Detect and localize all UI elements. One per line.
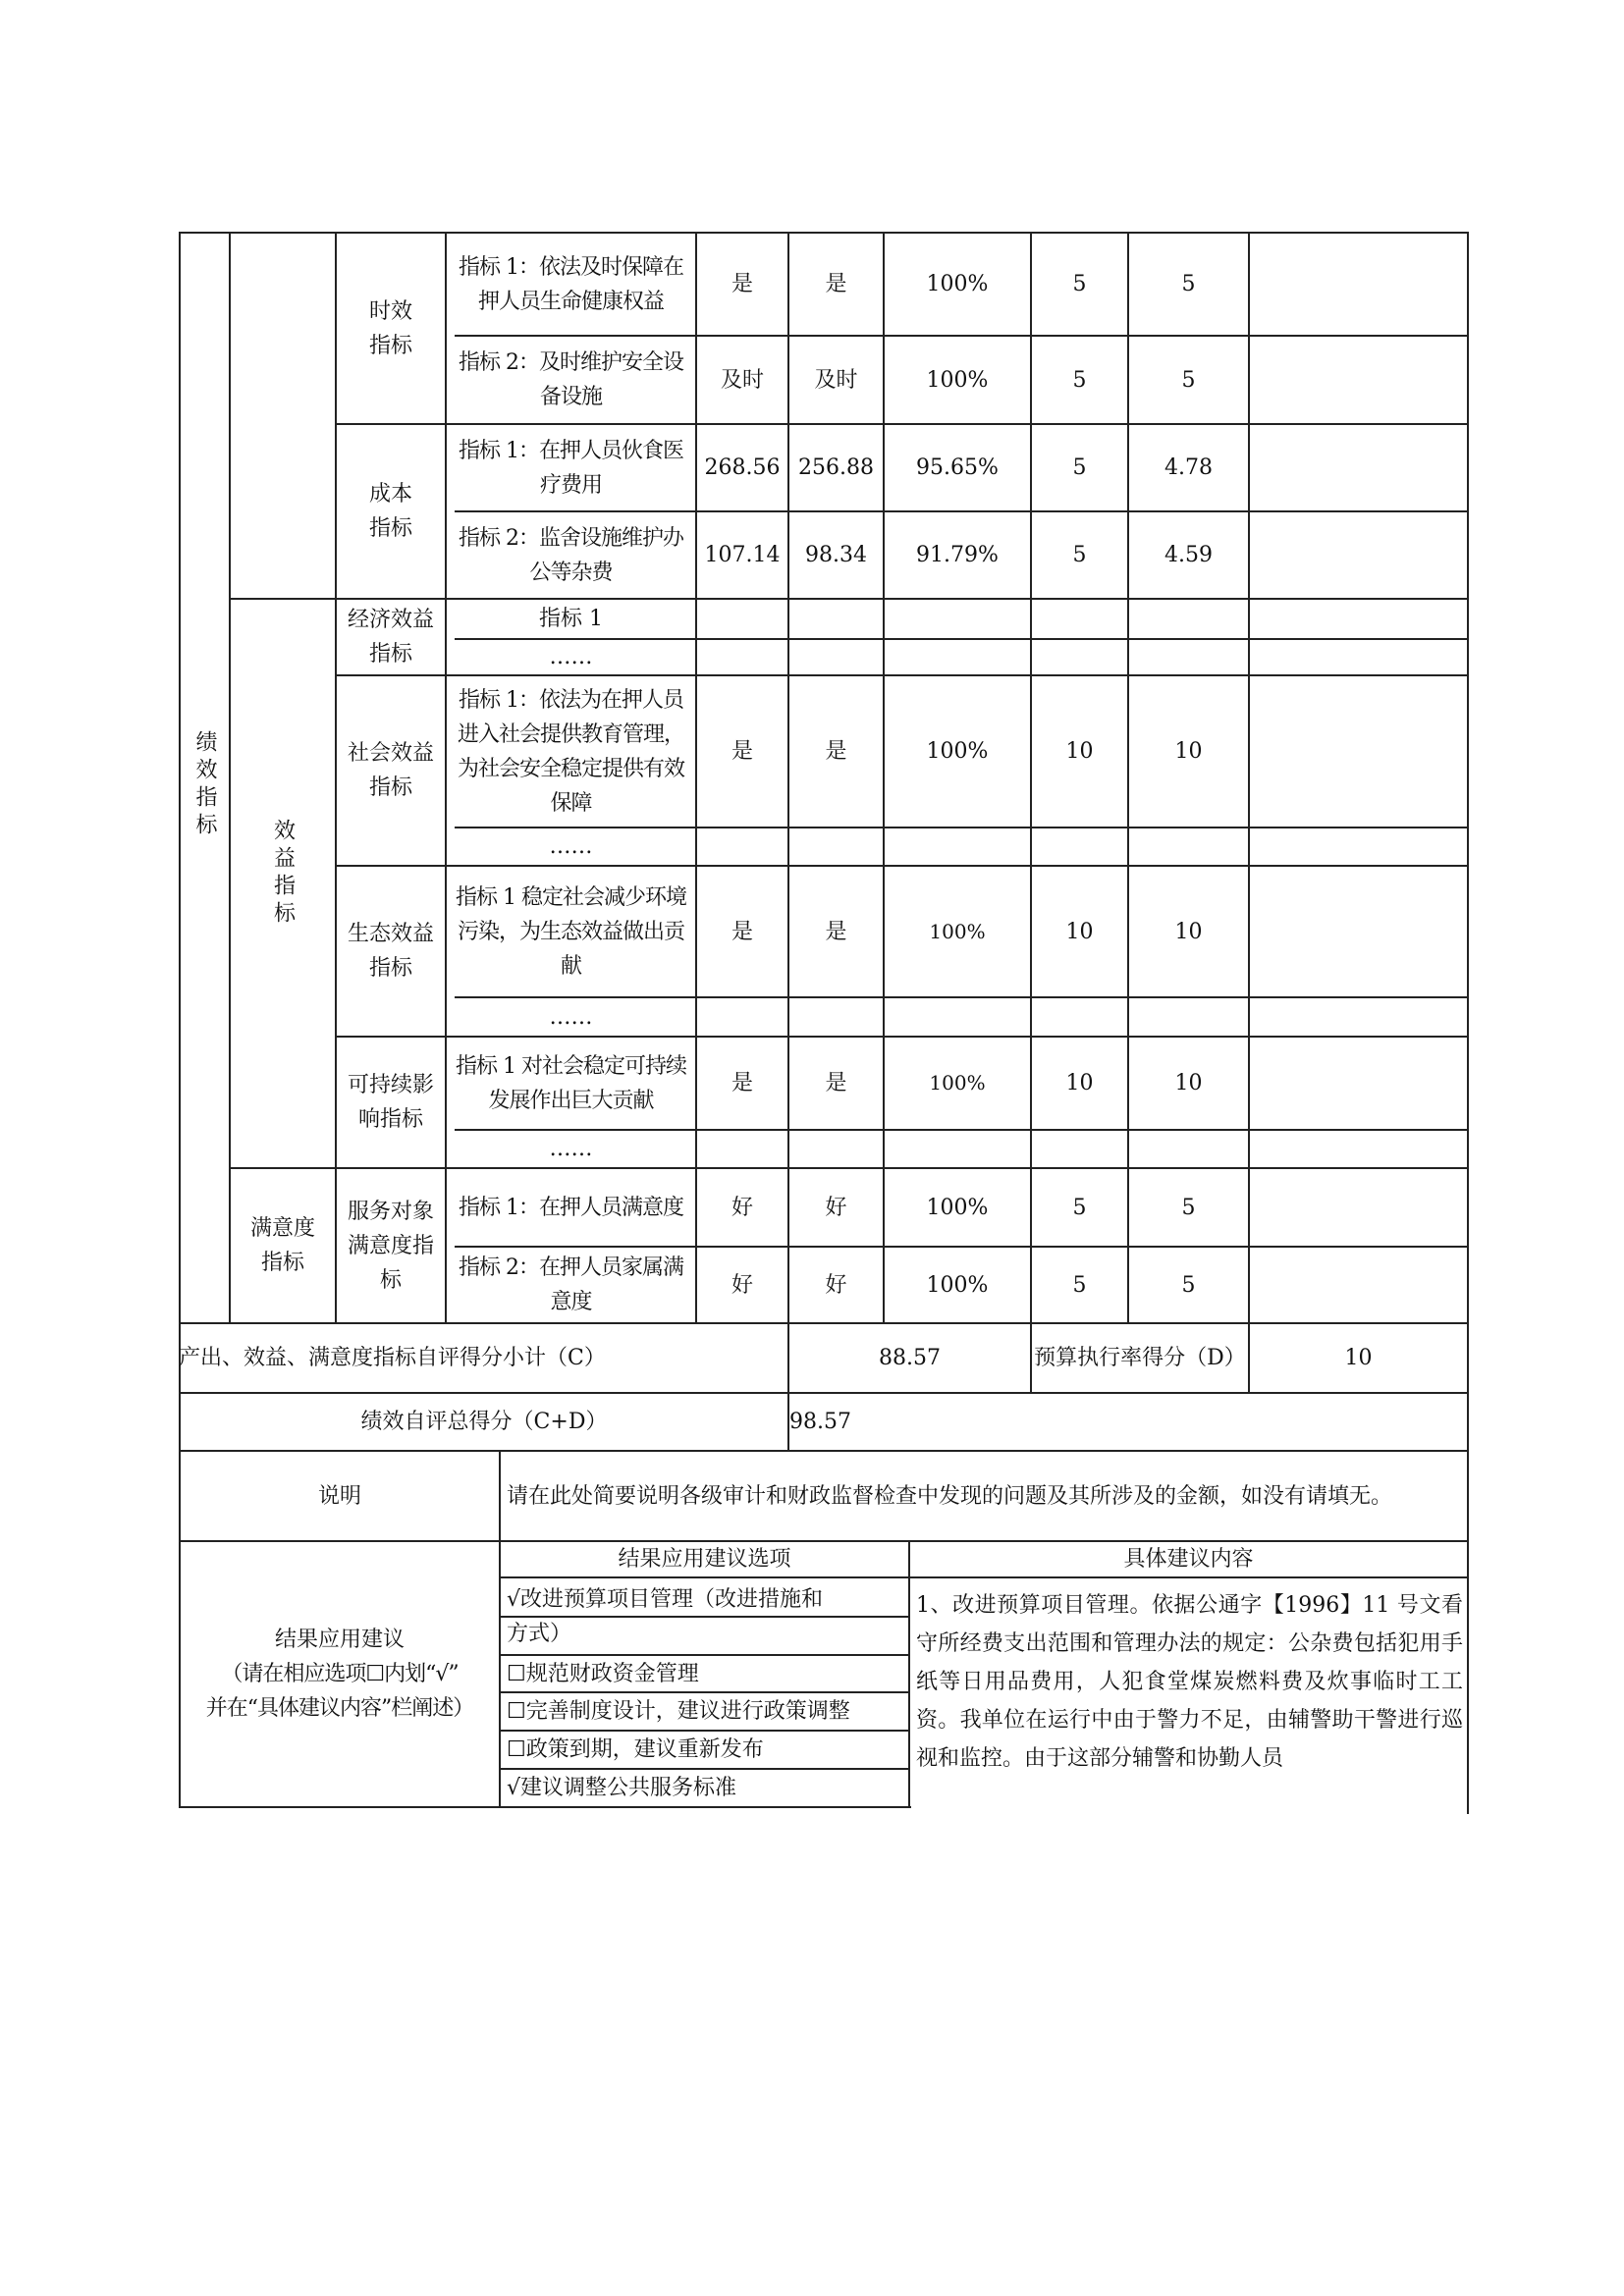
option-improve-budget[interactable]: √改进预算项目管理（改进措施和方式） — [507, 1587, 824, 1646]
ellipsis: …… — [549, 1137, 593, 1161]
indicator-name: 指标 2：监舍设施维护办公等杂费 — [459, 525, 683, 585]
recommendation-label-line: 结果应用建议 — [274, 1628, 405, 1652]
ellipsis: …… — [549, 1004, 593, 1030]
line — [1467, 1808, 1469, 1814]
indicator-name: 指标 1：依法及时保障在押人员生命健康权益 — [459, 254, 683, 314]
option-standardize-funds[interactable]: ☐规范财政资金管理 — [507, 1661, 699, 1686]
total-score-value: 98.57 — [789, 1410, 851, 1434]
actual-value: 是 — [825, 739, 847, 764]
indicator-name: 指标 1 稳定社会减少环境污染，为生态效益做出贡献 — [456, 884, 686, 979]
target-value: 是 — [731, 1071, 753, 1095]
group-benefit-label: 效益指标 — [270, 819, 296, 929]
subtotal-label: 产出、效益、满意度指标自评得分小计（C） — [179, 1346, 606, 1370]
option-adjust-service-standard[interactable]: √建议调整公共服务标准 — [507, 1776, 737, 1800]
line — [229, 232, 231, 1324]
target-value: 107.14 — [704, 543, 781, 567]
total-score-label: 绩效自评总得分（C+D） — [360, 1410, 608, 1434]
weight-value: 10 — [1065, 739, 1094, 764]
score-value: 10 — [1174, 919, 1203, 944]
score-value: 5 — [1181, 1195, 1196, 1220]
actual-value: 98.34 — [805, 543, 867, 567]
target-value: 是 — [731, 739, 753, 764]
score-value: 4.78 — [1164, 455, 1213, 480]
target-value: 及时 — [720, 367, 764, 393]
completion-rate: 100% — [926, 739, 989, 764]
options-header: 结果应用建议选项 — [618, 1547, 791, 1572]
notes-label: 说明 — [317, 1483, 361, 1509]
notes-text: 请在此处简要说明各级审计和财政监督检查中发现的问题及其所涉及的金额，如没有请填无。 — [507, 1483, 1393, 1509]
completion-rate: 100% — [926, 367, 989, 393]
target-value: 好 — [731, 1195, 753, 1220]
actual-value: 及时 — [814, 367, 858, 393]
sub-sustainable-label: 可持续影响指标 — [347, 1073, 434, 1132]
weight-value: 5 — [1072, 455, 1087, 480]
content-header: 具体建议内容 — [1123, 1547, 1254, 1572]
recommendation-label-line: （请在相应选项☐内划“√” — [221, 1662, 459, 1686]
line — [1467, 232, 1469, 1808]
placeholder-indicator: 指标 1 — [539, 607, 603, 631]
actual-value: 好 — [825, 1272, 847, 1298]
weight-value: 10 — [1065, 1071, 1094, 1095]
ellipsis: …… — [549, 834, 593, 859]
sub-timeliness-label: 时效指标 — [368, 298, 412, 358]
recommendation-label-line: 并在“具体建议内容”栏阐述） — [205, 1696, 474, 1721]
indicator-name: 指标 1：在押人员满意度 — [459, 1195, 683, 1220]
group-satisfaction-label: 满意度指标 — [249, 1216, 315, 1275]
budget-execution-label: 预算执行率得分（D） — [1034, 1346, 1246, 1370]
completion-rate: 91.79% — [916, 543, 999, 567]
weight-value: 5 — [1072, 1272, 1087, 1298]
indicator-name: 指标 1：在押人员伙食医疗费用 — [459, 438, 683, 498]
weight-value: 5 — [1072, 1195, 1087, 1220]
completion-rate: 100% — [926, 272, 989, 296]
actual-value: 是 — [825, 272, 847, 296]
completion-rate: 100% — [929, 1071, 986, 1095]
option-improve-system[interactable]: ☐完善制度设计，建议进行政策调整 — [507, 1699, 850, 1724]
sub-economic-label: 经济效益指标 — [347, 608, 434, 667]
weight-value: 5 — [1072, 543, 1087, 567]
target-value: 268.56 — [704, 455, 781, 480]
recommendation-content: 1、改进预算项目管理。依据公通字【1996】11 号文看守所经费支出范围和管理办法的规定：公杂费包括犯用手纸等日用品费用，人犯食堂煤炭燃料费及炊事临时工工资。我单位在运行中由于警力不足，由辅警助干警进行巡视和监控。由于这部分辅警和协勤人员 — [916, 1593, 1463, 1771]
line — [1248, 232, 1250, 1393]
actual-value: 好 — [825, 1195, 847, 1220]
score-value: 4.59 — [1164, 543, 1213, 567]
completion-rate: 100% — [926, 1272, 989, 1298]
budget-execution-value: 10 — [1344, 1346, 1373, 1370]
ellipsis: …… — [549, 645, 593, 669]
sub-service-label: 服务对象满意度指标 — [347, 1199, 434, 1293]
sub-social-label: 社会效益指标 — [347, 741, 434, 800]
completion-rate: 100% — [929, 919, 986, 943]
score-value: 5 — [1181, 367, 1196, 393]
weight-value: 5 — [1072, 367, 1087, 393]
score-value: 5 — [1181, 1272, 1196, 1298]
completion-rate: 95.65% — [916, 455, 999, 480]
target-value: 是 — [731, 919, 753, 944]
indicator-name: 指标 2：及时维护安全设备设施 — [459, 350, 683, 409]
actual-value: 256.88 — [798, 455, 874, 480]
line — [179, 1806, 911, 1808]
target-value: 是 — [731, 272, 753, 296]
indicator-name: 指标 2：在押人员家属满意度 — [459, 1255, 683, 1314]
indicator-name: 指标 1：依法为在押人员进入社会提供教育管理，为社会安全稳定提供有效保障 — [457, 687, 684, 816]
recommendation-label — [181, 1542, 499, 1806]
indicator-name: 指标 1 对社会稳定可持续发展作出巨大贡献 — [456, 1053, 686, 1113]
weight-value: 5 — [1072, 272, 1087, 296]
option-policy-expired[interactable]: ☐政策到期，建议重新发布 — [507, 1737, 764, 1762]
subtotal-value: 88.57 — [879, 1346, 941, 1370]
target-value: 好 — [731, 1272, 753, 1298]
score-value: 5 — [1181, 272, 1196, 296]
completion-rate: 100% — [926, 1195, 989, 1220]
actual-value: 是 — [825, 919, 847, 944]
actual-value: 是 — [825, 1071, 847, 1095]
score-value: 10 — [1174, 739, 1203, 764]
weight-value: 10 — [1065, 919, 1094, 944]
sub-cost-label: 成本指标 — [368, 482, 412, 541]
group-performance-label: 绩效指标 — [192, 730, 217, 840]
score-value: 10 — [1174, 1071, 1203, 1095]
sub-ecological-label: 生态效益指标 — [347, 922, 434, 981]
